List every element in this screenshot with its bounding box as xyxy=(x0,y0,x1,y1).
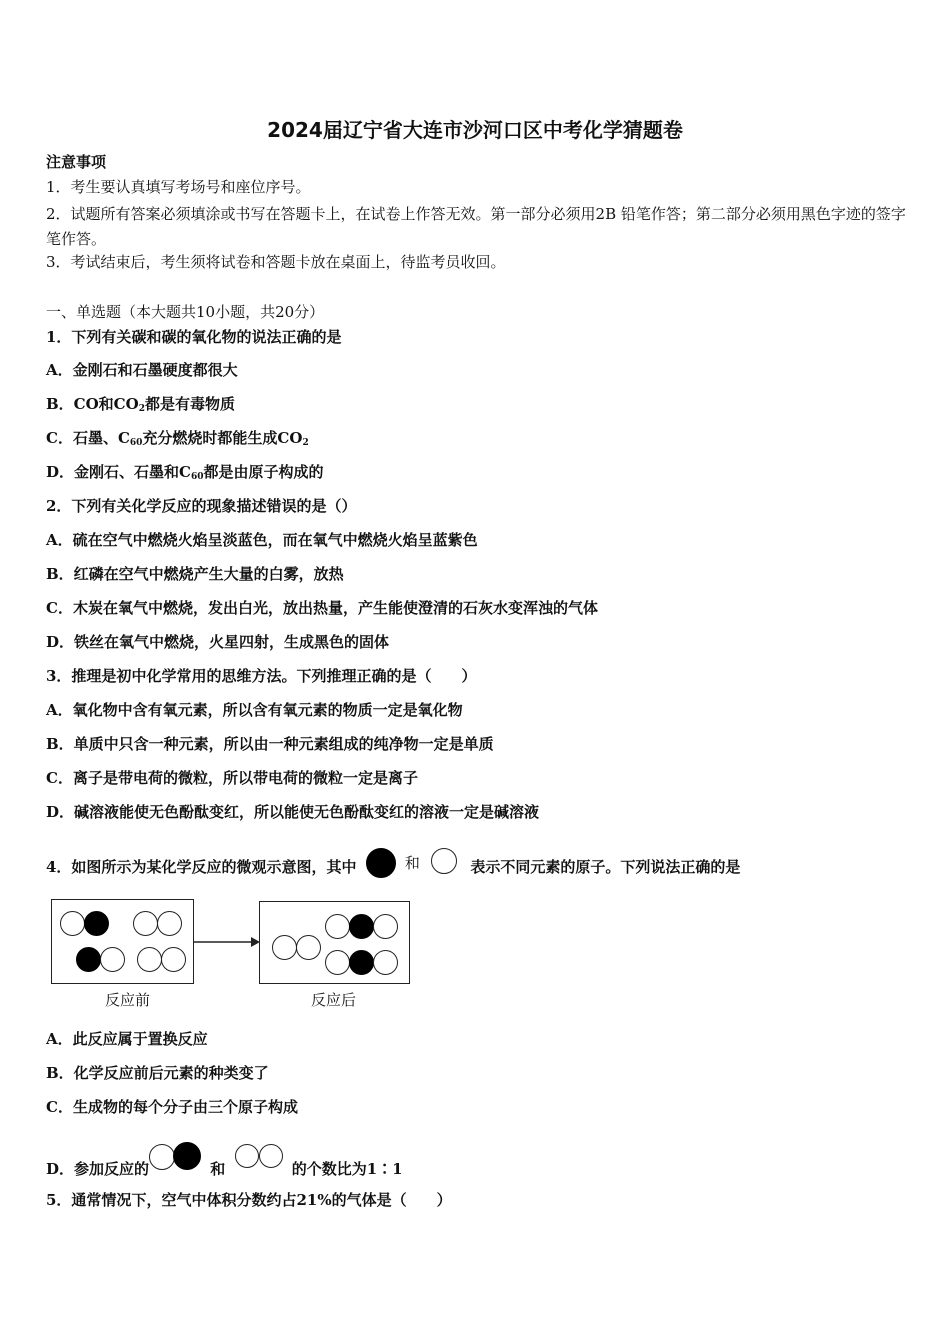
white-atom xyxy=(133,911,158,936)
black-atom-icon xyxy=(366,848,396,878)
q4-option-b: B．化学反应前后元素的种类变了 xyxy=(46,1064,269,1082)
q1-option-d: D．金刚石、石墨和$C_{60}$都是由原子构成的 xyxy=(46,463,324,482)
white-atom xyxy=(325,914,350,939)
white-atom xyxy=(373,950,398,975)
q4-option-c: C．生成物的每个分子由三个原子构成 xyxy=(46,1098,298,1116)
notice-item-1: 1．考生要认真填写考场号和座位序号。 xyxy=(46,178,311,196)
black-atom xyxy=(84,911,109,936)
black-atom-icon xyxy=(173,1142,201,1170)
notice-heading: 注意事项 xyxy=(46,153,107,171)
q2-option-b: B．红磷在空气中燃烧产生大量的白雾，放热 xyxy=(46,565,344,583)
white-atom xyxy=(60,911,85,936)
page-title: 2024届辽宁省大连市沙河口区中考化学猜题卷 xyxy=(267,118,683,142)
notice-item-3: 3．考试结束后，考生须将试卷和答题卡放在桌面上，待监考员收回。 xyxy=(46,253,506,271)
q2-stem: 2．下列有关化学反应的现象描述错误的是（） xyxy=(46,497,357,515)
white-atom xyxy=(157,911,182,936)
q4-option-d: D．参加反应的 和 的个数比为1∶1 xyxy=(46,1142,403,1179)
white-atom-icon xyxy=(431,848,457,874)
q1-option-b: B．CO和$CO_2$都是有毒物质 xyxy=(46,395,235,414)
q5-stem: 5．通常情况下，空气中体积分数约占21%的气体是（ ） xyxy=(46,1191,452,1209)
white-atom xyxy=(100,947,125,972)
after-reaction-box xyxy=(259,901,410,984)
notice-item-2: 2．试题所有答案必须填涂或书写在答题卡上，在试卷上作答无效。第一部分必须用2B 铅笔作答；第二部分必须用黑色字迹的签字笔作答。 xyxy=(46,205,906,248)
black-atom xyxy=(349,914,374,939)
q3-option-b: B．单质中只含一种元素，所以由一种元素组成的纯净物一定是单质 xyxy=(46,735,494,753)
black-atom xyxy=(76,947,101,972)
q3-option-d: D．碱溶液能使无色酚酞变红，所以能使无色酚酞变红的溶液一定是碱溶液 xyxy=(46,803,540,821)
q1-stem: 1．下列有关碳和碳的氧化物的说法正确的是 xyxy=(46,328,342,346)
white-atom xyxy=(296,935,321,960)
q3-option-a: A．氧化物中含有氧元素，所以含有氧元素的物质一定是氧化物 xyxy=(46,701,463,719)
white-atom xyxy=(325,950,350,975)
white-atom xyxy=(137,947,162,972)
black-atom xyxy=(349,950,374,975)
q2-option-d: D．铁丝在氧气中燃烧，火星四射，生成黑色的固体 xyxy=(46,633,390,651)
q1-option-a: A．金刚石和石墨硬度都很大 xyxy=(46,361,238,379)
before-reaction-box xyxy=(51,899,194,984)
q3-stem: 3．推理是初中化学常用的思维方法。下列推理正确的是（ ） xyxy=(46,667,477,685)
white-atom xyxy=(161,947,186,972)
after-reaction-label: 反应后 xyxy=(311,991,357,1009)
q4-option-a: A．此反应属于置换反应 xyxy=(46,1030,208,1048)
white-atom-icon xyxy=(235,1144,259,1168)
white-atom-icon xyxy=(259,1144,283,1168)
reaction-arrow-icon xyxy=(193,934,261,950)
q4-stem: 4．如图所示为某化学反应的微观示意图，其中 和 表示不同元素的原子。下列说法正确的是 xyxy=(46,848,740,878)
before-reaction-label: 反应前 xyxy=(105,991,151,1009)
section-heading: 一、单选题（本大题共10小题，共20分） xyxy=(46,303,325,321)
q1-option-c: C．石墨、$C_{60}$充分燃烧时都能生成$CO_2$ xyxy=(46,429,309,448)
white-atom xyxy=(272,935,297,960)
q3-option-c: C．离子是带电荷的微粒，所以带电荷的微粒一定是离子 xyxy=(46,769,418,787)
white-atom-icon xyxy=(149,1144,175,1170)
white-atom xyxy=(373,914,398,939)
q2-option-a: A．硫在空气中燃烧火焰呈淡蓝色，而在氧气中燃烧火焰呈蓝紫色 xyxy=(46,531,478,549)
q2-option-c: C．木炭在氧气中燃烧，发出白光，放出热量，产生能使澄清的石灰水变浑浊的气体 xyxy=(46,599,598,617)
